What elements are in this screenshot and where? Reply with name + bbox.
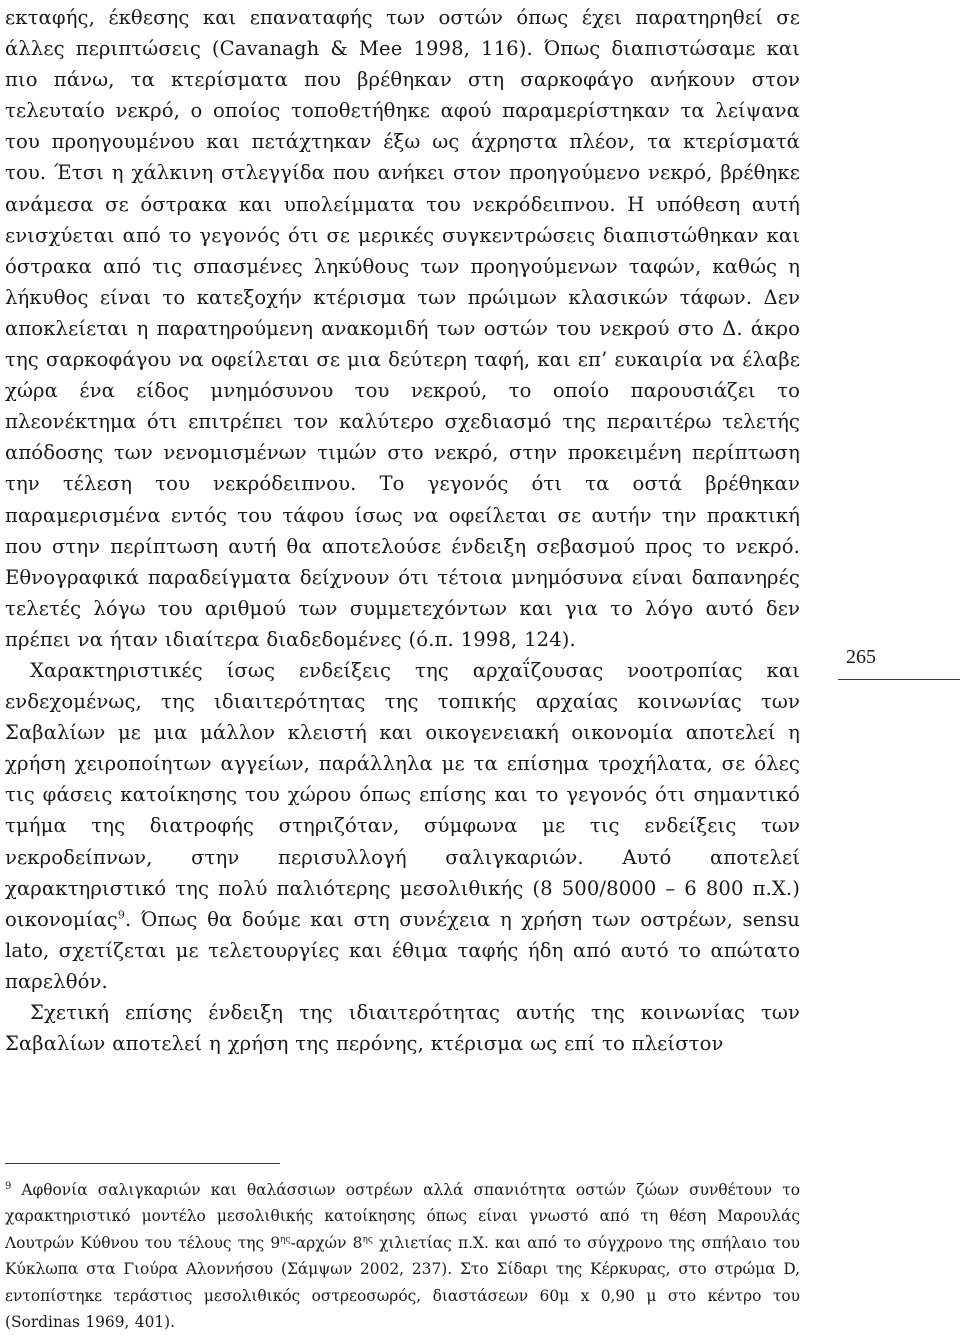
- footnote-9: [5, 1177, 800, 1335]
- paragraph-2-text-b: . Όπως θα δούμε και στη συνέχεια η χρήση των οστρέων, sensu lato, σχετίζεται με τελετουργίες και έθιμα ταφής ήδη από αυτό το απώτατο παρελθόν.: [5, 907, 800, 993]
- page-number: 265: [846, 646, 876, 668]
- footnote-text-c: χιλιετίας π.Χ. και από το σύγχρονο της σπήλαιο του Κύκλωπα στα Γιούρα Αλοννήσου (Σάμψων 2002, 237). Στο Σίδαρι της Κέρκυρας, στο στρώμα D, εντοπίστηκε τεράστιος μεσολιθικός οστρεοσωρός, διαστάσεων 60μ x 0,90 μ στο κέντρο του (Sordinas 1969, 401).: [5, 1233, 800, 1332]
- paragraph-3: Σχετική επίσης ένδειξη της ιδιαιτερότητας αυτής της κοινωνίας των Σαβαλίων αποτελεί η χρήση της περόνης, κτέρισμα ως επί το πλείστον: [5, 1001, 800, 1056]
- footnote-reference-9[interactable]: 9: [117, 908, 125, 922]
- footnote-sup-a: ης: [280, 1234, 291, 1245]
- footnote-text-a: Αφθονία σαλιγκαριών και θαλάσσιων οστρέων αλλά σπανιότητα οστών ζώων συνθέτουν το χαρακτηριστικό μοντέλο μεσολιθικής κατοίκησης όπως είναι γνωστό από τη θέση Μαρουλάς Λουτρών Κύθνου του τέλους της 9: [5, 1181, 800, 1252]
- page-number-rule: [838, 679, 960, 680]
- footnote-text: [5, 1177, 800, 1335]
- footnote-text-b: -αρχών 8: [290, 1233, 363, 1252]
- main-text: [5, 2, 800, 1059]
- paragraph-2-text-a: Χαρακτηριστικές ίσως ενδείξεις της αρχαΐζουσας νοοτροπίας και ενδεχομένως, της ιδιαιτερότητας της τοπικής αρχαίας κοινωνίας των Σαβαλίων με μια μάλλον κλειστή και οικογενειακή οικονομία αποτελεί η χρήση χειροποίητων αγγείων, παράλληλα με τα επίσημα τροχήλατα, σε όλες τις φάσεις κατοίκησης του χώρου όπως επίσης και το γεγονός ότι σημαντικό τμήμα της διατροφής στηριζόταν, σύμφωνα με τις ενδείξεις των νεκροδείπνων, στην περισυλλογή σαλιγκαριών. Αυτό αποτελεί χαρακτηριστικό της πολύ παλιότερης μεσολιθικής (8 500/8000 – 6 800 π.Χ.) οικονομίας: [5, 658, 800, 931]
- footnote-mark: 9: [5, 1180, 12, 1192]
- footnote-sup-b: ης: [362, 1234, 373, 1245]
- footnote-separator: [5, 1163, 280, 1164]
- paragraph-2: [5, 655, 800, 997]
- paragraph-1: εκταφής, έκθεσης και επαναταφής των οστών όπως έχει παρατηρηθεί σε άλλες περιπτώσεις (Cavanagh & Mee 1998, 116). Όπως διαπιστώσαμε και πιο πάνω, τα κτερίσματα που βρέθηκαν στη σαρκοφάγο ανήκουν στον τελευταίο νεκρό, ο οποίος τοποθετήθηκε αφού παραμερίστηκαν τα λείψανα του προηγουμένου και πετάχτηκαν έξω ως άχρηστα πλέον, τα κτερίσματά του. Έτσι η χάλκινη στλεγγίδα που ανήκει στον προηγούμενο νεκρό, βρέθηκε ανάμεσα σε όστρακα και υπολείμματα του νεκρόδειπνου. Η υπόθεση αυτή ενισχύεται από το γεγονός ότι σε μερικές συγκεντρώσεις διαπιστώθηκαν και όστρακα από τις σπασμένες ληκύθους των προηγούμενων ταφών, καθώς η λήκυθος είναι το κατεξοχήν κτέρισμα των πρώιμων κλασικών τάφων. Δεν αποκλείεται η παρατηρούμενη ανακομιδή των οστών του νεκρού στο Δ. άκρο της σαρκοφάγου να οφείλεται σε μια δεύτερη ταφή, και επ’ ευκαιρία να έλαβε χώρα ένα είδος μνημόσυνου του νεκρού, το οποίο παρουσιάζει το πλεονέκτημα ότι επιτρέπει τον καλύτερο σχεδιασμό της περαιτέρω τελετής απόδοσης των νενομισμένων τιμών στο νεκρό, στην προκειμένη περίπτωση την τέλεση του νεκρόδειπνου. Το γεγονός ότι τα οστά βρέθηκαν παραμερισμένα εντός του τάφου ίσως να οφείλεται σε αυτήν την πρακτική που στην περίπτωση αυτή θα αποτελούσε ένδειξη σεβασμού προς το νεκρό. Εθνογραφικά παραδείγματα δείχνουν ότι τέτοια μνημόσυνα είναι δαπανηρές τελετές λόγω του αριθμού των συμμετεχόντων και για το λόγο αυτό δεν πρέπει να ήταν ιδιαίτερα διαδεδομένες (ό.π. 1998, 124).: [5, 6, 800, 651]
